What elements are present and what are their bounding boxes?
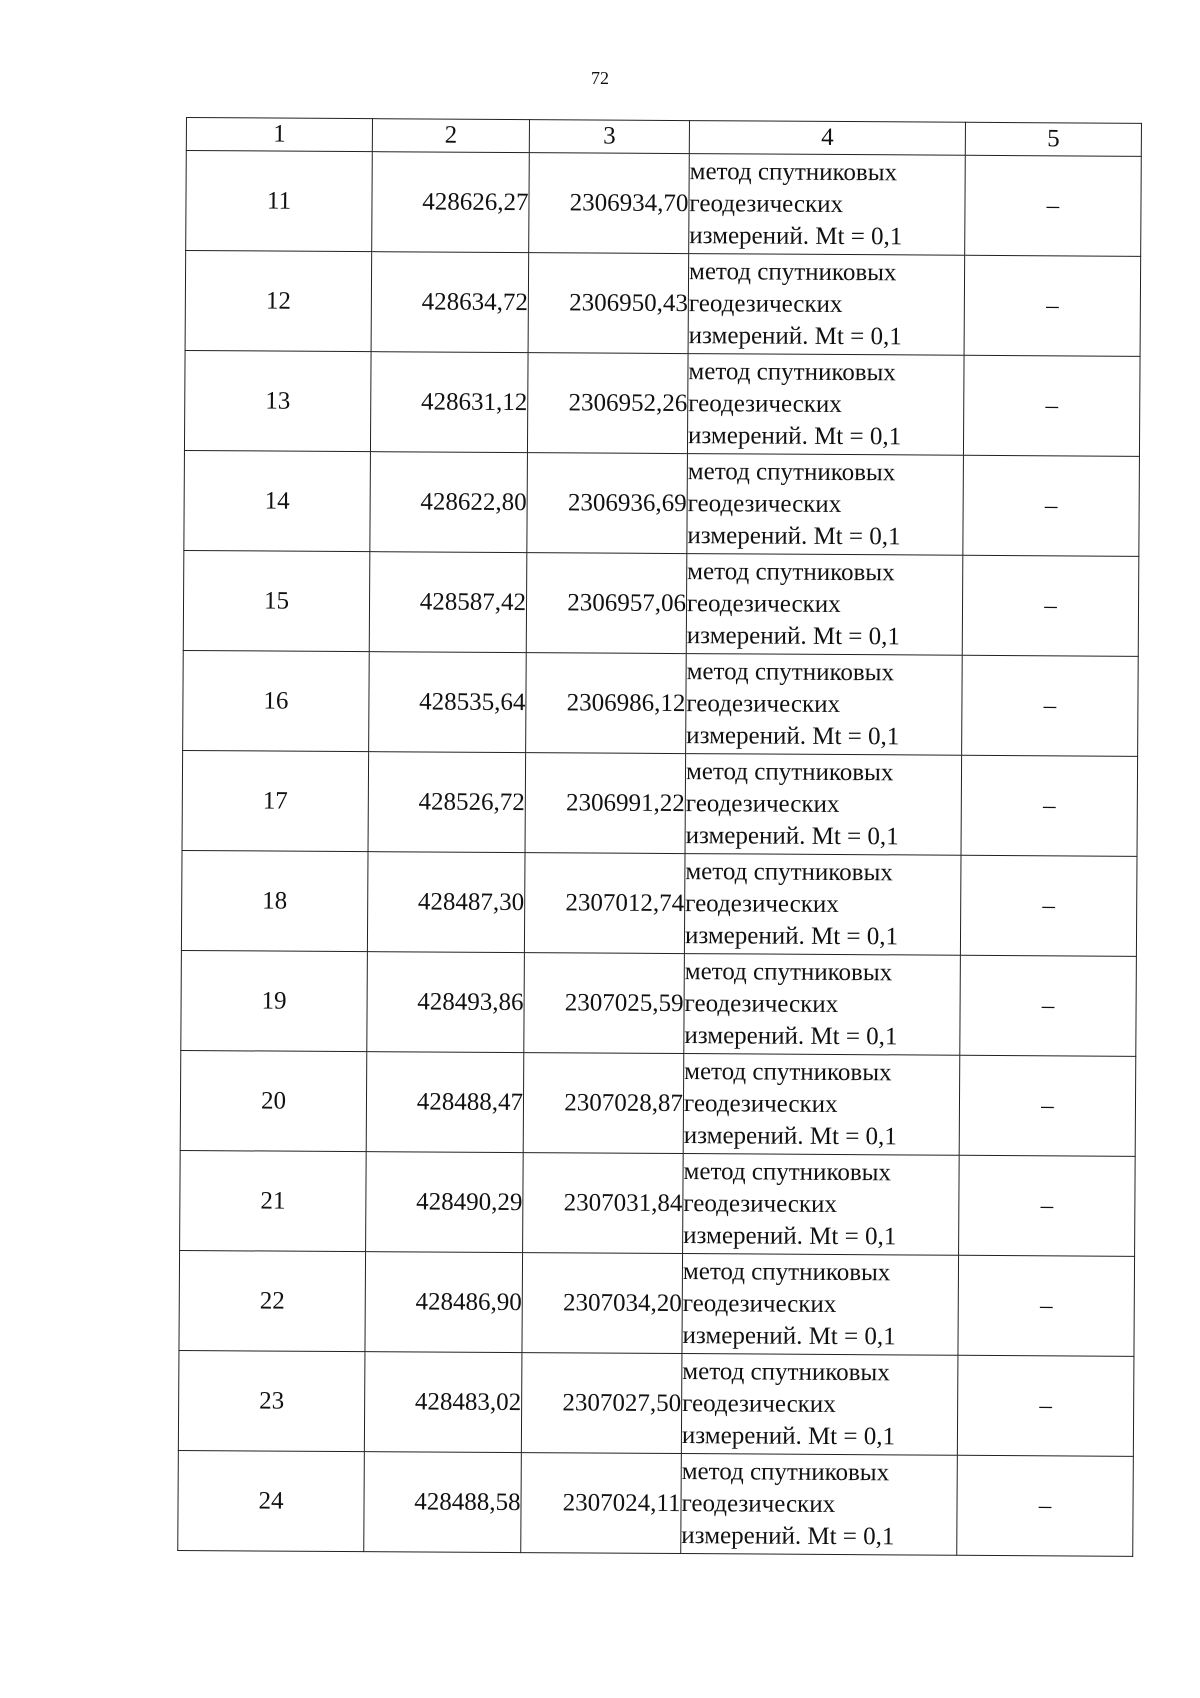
point-number-cell: 14	[184, 450, 371, 551]
method-line: геодезических	[686, 689, 841, 718]
method-line: измерений. Mt = 0,1	[687, 521, 901, 550]
note-cell: –	[962, 655, 1139, 756]
method-line: геодезических	[687, 489, 842, 518]
y-coordinate-cell: 2307028,87	[523, 1053, 684, 1154]
method-line: метод спутниковых	[685, 757, 894, 786]
method-line: измерений. Mt = 0,1	[686, 621, 901, 650]
x-coordinate-cell: 428493,86	[367, 952, 525, 1053]
point-number-cell: 11	[186, 151, 373, 252]
table-row	[183, 550, 1139, 656]
note-cell: –	[957, 1455, 1134, 1556]
method-line: измерений. Mt = 0,1	[685, 821, 899, 850]
method-line: геодезических	[683, 1089, 838, 1118]
method-cell	[684, 954, 961, 1056]
method-cell	[689, 154, 966, 256]
method-line: измерений. Mt = 0,1	[684, 921, 899, 950]
point-number-cell: 16	[183, 650, 370, 751]
point-number-cell: 15	[183, 550, 370, 651]
point-number-cell: 13	[184, 350, 371, 451]
x-coordinate-cell: 428490,29	[366, 1152, 524, 1253]
method-cell	[686, 654, 963, 756]
y-coordinate-cell: 2306957,06	[526, 553, 687, 654]
note-cell: –	[965, 155, 1142, 256]
table-row	[178, 1350, 1134, 1456]
method-line: измерений. Mt = 0,1	[681, 1421, 896, 1450]
header-col-5: 5	[965, 122, 1141, 156]
method-line: метод спутниковых	[687, 457, 896, 486]
table-row	[185, 251, 1141, 357]
x-coordinate-cell: 428526,72	[368, 752, 526, 853]
point-number-cell: 22	[179, 1250, 366, 1351]
x-coordinate-cell: 428487,30	[367, 852, 525, 953]
table-row	[180, 1050, 1136, 1156]
method-line: измерений. Mt = 0,1	[681, 1521, 895, 1550]
y-coordinate-cell: 2306950,43	[528, 253, 689, 354]
note-cell: –	[963, 355, 1140, 456]
x-coordinate-cell: 428483,02	[364, 1352, 522, 1453]
table-row	[184, 450, 1140, 556]
table-row	[183, 650, 1139, 756]
method-cell	[687, 354, 964, 456]
method-cell	[683, 1054, 960, 1156]
method-line: метод спутниковых	[689, 157, 898, 186]
y-coordinate-cell: 2306936,69	[527, 453, 688, 554]
table-row	[181, 850, 1137, 956]
method-cell	[688, 254, 965, 356]
table-row	[184, 350, 1140, 456]
y-coordinate-cell: 2307034,20	[522, 1253, 683, 1354]
note-cell: –	[959, 1155, 1136, 1256]
header-col-1: 1	[186, 118, 372, 152]
table-row	[180, 1150, 1136, 1256]
method-cell	[682, 1254, 959, 1356]
method-line: метод спутниковых	[682, 1257, 891, 1286]
note-cell: –	[957, 1355, 1134, 1456]
y-coordinate-cell: 2307025,59	[524, 953, 685, 1054]
method-line: измерений. Mt = 0,1	[688, 321, 902, 350]
y-coordinate-cell: 2307024,11	[521, 1453, 682, 1554]
method-line: измерений. Mt = 0,1	[683, 1221, 897, 1250]
x-coordinate-cell: 428622,80	[370, 452, 528, 553]
method-line: метод спутниковых	[684, 957, 893, 986]
method-line: метод спутниковых	[682, 1357, 890, 1386]
note-cell: –	[963, 455, 1140, 556]
note-cell: –	[958, 1255, 1135, 1356]
method-cell	[684, 854, 961, 956]
point-number-cell: 20	[180, 1050, 367, 1151]
method-line: измерений. Mt = 0,1	[683, 1121, 897, 1150]
x-coordinate-cell: 428587,42	[369, 552, 527, 653]
method-line: измерений. Mt = 0,1	[687, 421, 902, 450]
table-row	[178, 1450, 1134, 1556]
point-number-cell: 19	[181, 950, 368, 1051]
x-coordinate-cell: 428634,72	[371, 252, 529, 353]
point-number-cell: 24	[178, 1450, 365, 1551]
x-coordinate-cell: 428486,90	[365, 1252, 523, 1353]
method-line: метод спутниковых	[686, 657, 895, 686]
y-coordinate-cell: 2306991,22	[525, 753, 686, 854]
x-coordinate-cell: 428626,27	[372, 152, 530, 253]
method-line: метод спутниковых	[685, 857, 893, 886]
method-line: метод спутниковых	[681, 1457, 890, 1486]
point-number-cell: 21	[180, 1150, 367, 1251]
method-line: геодезических	[685, 889, 839, 918]
y-coordinate-cell: 2307027,50	[521, 1353, 682, 1454]
note-cell: –	[959, 1055, 1136, 1156]
note-cell: –	[961, 755, 1138, 856]
point-number-cell: 23	[178, 1350, 365, 1451]
x-coordinate-cell: 428535,64	[369, 652, 527, 753]
method-line: измерений. Mt = 0,1	[686, 721, 900, 750]
method-line: метод спутниковых	[684, 1057, 892, 1086]
x-coordinate-cell: 428631,12	[370, 352, 528, 453]
method-line: измерений. Mt = 0,1	[689, 221, 903, 250]
method-line: геодезических	[688, 289, 843, 318]
table-row	[181, 950, 1137, 1056]
header-col-4: 4	[689, 121, 965, 156]
method-line: метод спутниковых	[688, 357, 896, 386]
method-cell	[681, 1454, 958, 1556]
y-coordinate-cell: 2306952,26	[527, 353, 688, 454]
y-coordinate-cell: 2306934,70	[529, 153, 690, 254]
method-line: геодезических	[684, 989, 839, 1018]
method-line: геодезических	[688, 389, 842, 418]
table-row	[179, 1250, 1135, 1356]
point-number-cell: 12	[185, 251, 372, 352]
method-cell	[687, 454, 964, 556]
table-row	[186, 151, 1142, 257]
table-row	[182, 750, 1138, 856]
coordinates-table	[177, 117, 1142, 1557]
method-line: геодезических	[683, 1189, 838, 1218]
method-line: метод спутниковых	[688, 257, 897, 286]
method-cell	[685, 754, 962, 856]
note-cell: –	[964, 255, 1141, 356]
method-line: геодезических	[681, 1489, 836, 1518]
method-cell	[686, 554, 963, 656]
method-line: измерений. Mt = 0,1	[684, 1021, 898, 1050]
y-coordinate-cell: 2307031,84	[523, 1153, 684, 1254]
point-number-cell: 17	[182, 750, 369, 851]
method-line: измерений. Mt = 0,1	[682, 1321, 896, 1350]
header-col-3: 3	[529, 120, 689, 154]
y-coordinate-cell: 2307012,74	[524, 853, 685, 954]
y-coordinate-cell: 2306986,12	[526, 653, 687, 754]
note-cell: –	[960, 955, 1137, 1056]
page-number: 72	[591, 68, 609, 88]
x-coordinate-cell: 428488,58	[364, 1452, 522, 1553]
header-col-2: 2	[372, 119, 529, 153]
note-cell: –	[962, 555, 1139, 656]
x-coordinate-cell: 428488,47	[366, 1052, 524, 1153]
method-line: геодезических	[686, 589, 841, 618]
note-cell: –	[960, 855, 1137, 956]
method-line: геодезических	[682, 1389, 836, 1418]
method-cell	[681, 1354, 958, 1456]
method-line: метод спутниковых	[687, 557, 895, 586]
point-number-cell: 18	[181, 850, 368, 951]
method-line: геодезических	[689, 189, 844, 218]
method-cell	[683, 1154, 960, 1256]
method-line: геодезических	[682, 1289, 837, 1318]
table-body	[178, 151, 1142, 1557]
method-line: геодезических	[685, 789, 840, 818]
method-line: метод спутниковых	[683, 1157, 892, 1186]
